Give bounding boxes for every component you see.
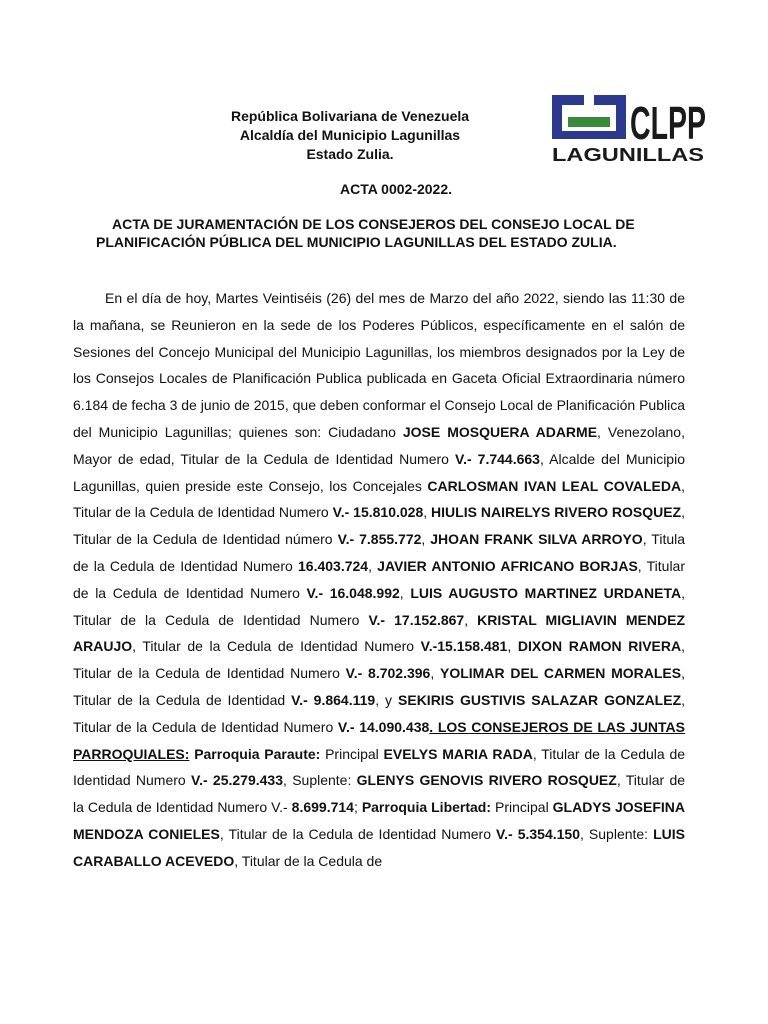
body-text: , Titula de la Cedula de Identidad Numero: [73, 531, 686, 574]
body-text: ,: [507, 638, 518, 655]
id-number: V.- 17.152.867: [368, 611, 465, 628]
body-text: ,: [464, 611, 478, 628]
clpp-logo: [550, 93, 710, 165]
acta-number: [0, 181, 768, 197]
body-text: , Titular de la Cedula de Identidad Numero: [73, 584, 686, 628]
clpp-logo-graphic: [550, 93, 710, 165]
header-state: Estado Zulia.: [306, 146, 394, 162]
id-number: V.- 9.864.119: [291, 691, 376, 708]
logo-abbr: CLPP: [630, 97, 706, 149]
parish-name: Parroquia Libertad:: [361, 799, 492, 816]
acta-body: [73, 285, 685, 875]
person-name: JHOAN FRANK SILVA ARROYO: [430, 531, 643, 548]
header-country: República Bolivariana de Venezuela: [230, 108, 470, 124]
id-number: V.- 14.090.438: [337, 718, 430, 735]
body-text: , Titular de la Cedula de Identidad Numero: [73, 477, 686, 521]
header-municipality: Alcaldía del Municipio Lagunillas: [239, 127, 461, 143]
body-text: , Alcalde del Municipio Lagunillas, quien preside este Consejo, los Concejales: [73, 450, 685, 494]
body-text: , Suplente:: [579, 825, 654, 842]
body-text: , Venezolano, Mayor de edad, Titular de la Cedula de Identidad Numero: [73, 423, 685, 467]
body-text: , Titular de la Cedula de Identidad Numero: [73, 557, 686, 601]
body-text: , Titular de la Cedula de: [234, 852, 383, 869]
acta-title: [96, 215, 696, 251]
body-text: ,: [421, 531, 431, 548]
logo-emblem-gap: [584, 95, 594, 109]
person-name: HIULIS NAIRELYS RIVERO ROSQUEZ: [431, 504, 682, 521]
id-number: V.- 7.855.772: [337, 531, 422, 548]
person-name: JAVIER ANTONIO AFRICANO BORJAS: [377, 557, 638, 574]
logo-emblem-green: [568, 117, 610, 127]
body-text: , Titular de la Cedula de Identidad Numero V.-: [73, 772, 686, 816]
section-heading: . LOS CONSEJEROS DE LAS JUNTAS PARROQUIALES:: [73, 718, 685, 762]
acta-title-line-2: PLANIFICACIÓN PÚBLICA DEL MUNICIPIO LAGUNILLAS DEL ESTADO ZULIA.: [96, 234, 617, 250]
body-text: , Titular de la Cedula de Identidad: [73, 665, 685, 708]
acta-title-line-1: ACTA DE JURAMENTACIÓN DE LOS CONSEJEROS DEL CONSEJO LOCAL DE: [112, 216, 635, 232]
id-number: V.- 25.279.433: [191, 772, 283, 789]
parish-name: Parroquia Paraute:: [194, 745, 321, 762]
body-text: ,: [399, 584, 411, 601]
body-text: ,: [368, 557, 378, 574]
body-text: , Titular de la Cedula de Identidad Numero: [219, 825, 497, 842]
person-name: GLADYS JOSEFINA MENDOZA CONIELES: [73, 799, 685, 842]
person-name: GLENYS GENOVIS RIVERO ROSQUEZ: [356, 772, 617, 789]
body-text: , Titular de la Cedula de Identidad número: [73, 504, 685, 548]
body-text: , Suplente:: [283, 772, 357, 789]
id-number: V.-15.158.481: [420, 638, 508, 655]
id-number: 8.699.714: [291, 799, 354, 816]
document-header: [200, 107, 500, 164]
person-name: YOLIMAR DEL CARMEN MORALES: [440, 665, 682, 682]
body-text: ,: [423, 504, 432, 521]
body-text: En el día de hoy, Martes Veintiséis (26) del mes de Marzo del año 2022, siendo las 11:30 de la mañana, se Reunieron en la sede de los Poderes Públicos, específicamente en el salón de Sesiones del Concejo Municipal del Municipio Lagunillas, los miembros designados por la Ley de los Consejos Locales de Planificación Publica publicada en Gaceta Oficial Extraordinaria número 6.184 de fecha 3 de junio de 2015, que deben conformar el Consejo Local de Planificación Publica del Municipio Lagunillas; quienes son: Ciudadano: [73, 290, 685, 440]
person-name: LUIS CARABALLO ACEVEDO: [73, 825, 686, 869]
logo-place: LAGUNILLAS: [552, 145, 704, 165]
id-number: V.- 8.702.396: [345, 665, 431, 682]
person-name: EVELYS MARIA RADA: [383, 745, 533, 762]
person-name: CARLOSMAN IVAN LEAL COVALEDA: [427, 477, 682, 494]
person-name: JOSE MOSQUERA ADARME: [402, 423, 598, 440]
acta-paragraph: [73, 285, 685, 875]
id-number: V.- 16.048.992: [306, 584, 400, 601]
acta-number-text: ACTA 0002-2022.: [339, 181, 453, 197]
person-name: KRISTAL MIGLIAVIN MENDEZ ARAUJO: [73, 611, 685, 655]
person-name: SEKIRIS GUSTIVIS SALAZAR GONZALEZ: [398, 691, 682, 708]
body-text: Principal: [491, 799, 553, 816]
id-number: 16.403.724: [298, 557, 369, 574]
person-name: LUIS AUGUSTO MARTINEZ URDANETA: [410, 584, 682, 601]
body-text: Principal: [320, 745, 384, 762]
id-number: V.- 15.810.028: [332, 504, 424, 521]
body-text: ;: [353, 799, 362, 816]
body-text: ,: [430, 665, 440, 682]
body-text: , Titular de la Cedula de Identidad Numero: [73, 691, 686, 735]
body-text: , Titular de la Cedula de Identidad Numero: [132, 638, 421, 655]
body-text: , y: [375, 691, 399, 708]
id-number: V.- 7.744.663: [455, 450, 540, 467]
body-text: , Titular de la Cedula de Identidad Numero: [73, 745, 686, 789]
person-name: DIXON RAMON RIVERA: [517, 638, 682, 655]
body-text: , Titular de la Cedula de Identidad Numero: [73, 638, 686, 682]
id-number: V.- 5.354.150: [496, 825, 580, 842]
